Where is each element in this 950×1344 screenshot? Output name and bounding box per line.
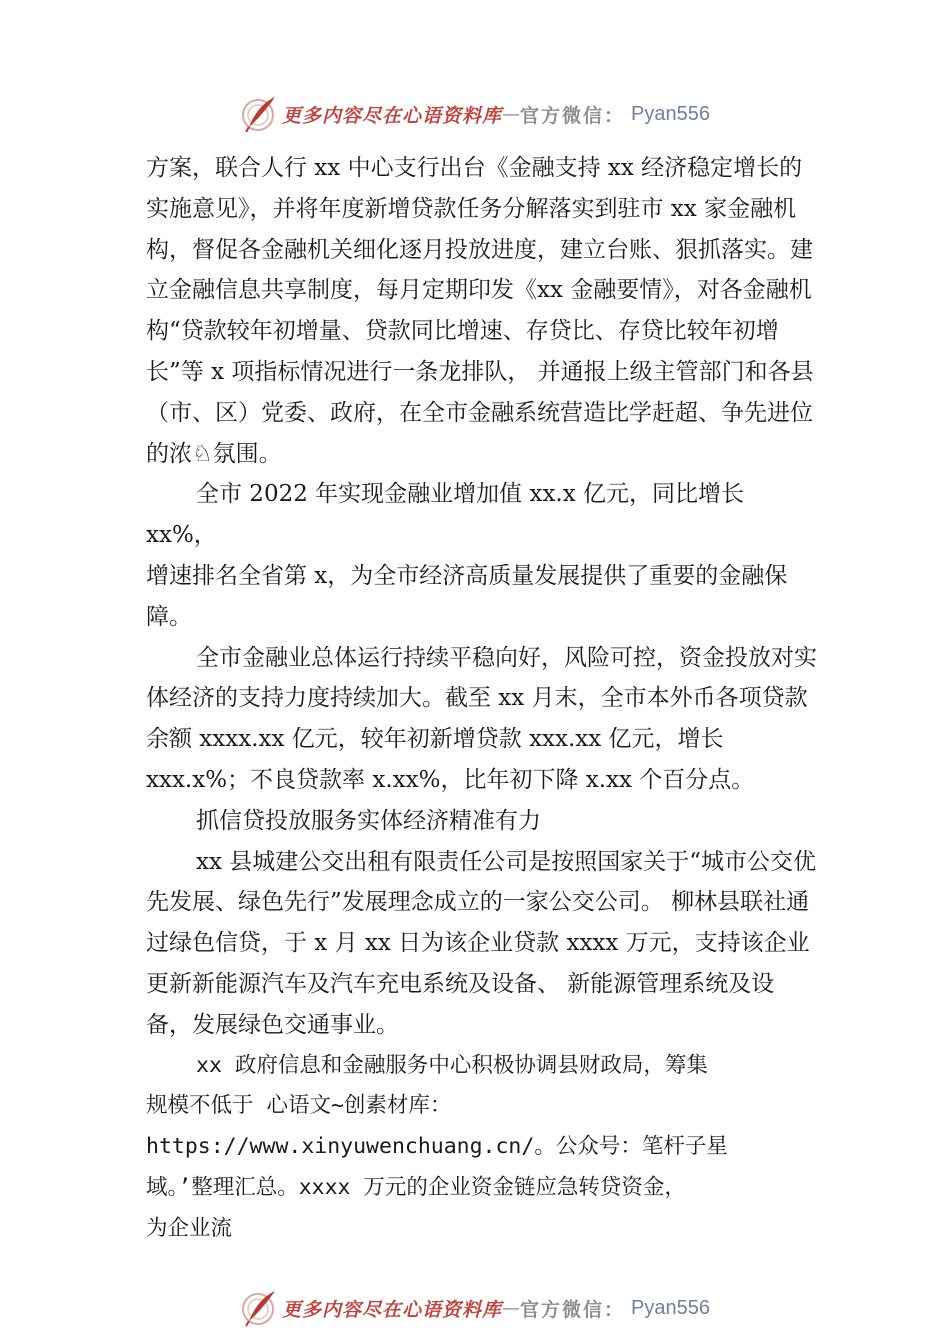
footer-library-text: 更多内容尽在心语资料库 xyxy=(282,1298,503,1321)
paragraph-1: 方案，联合人行 xx 中心支行出台《金融支持 xx 经济稳定增长的实施意见》，并将年度新增贷款任务分解落实到驻市 xx 家金融机构，督促各金融机关细化逐月投放进度，建立台账、狠抓落实。建立金融信息共享制度，每月定期印发《xx 金融要情》，对各金融机构“贷款较年初增量、贷款同比增速、存贷比、存贷比较年初增长”等 x 项指标情况进行一条龙排队， 并通报上级主管部门和各县（市、区）党委、政府，在全市金融系统营造比学赶超、争先进位的浓♘氛围。 xyxy=(146,155,814,467)
section-heading: 抓信贷投放服务实体经济精准有力 xyxy=(196,807,541,834)
paragraph-2-line-1: 全市 2022 年实现金融业增加值 xx.x 亿元，同比增长 xx%， xyxy=(146,481,745,549)
footer-wechat-id: Pyan556 xyxy=(631,1296,710,1319)
footer-wechat-label: 官方微信： xyxy=(520,1298,626,1321)
paragraph-3: 全市金融业总体运行持续平稳向好，风险可控，资金投放对实体经济的支持力度持续加大。截至 xx 月末，全市本外币各项贷款余额 xxxx.xx 亿元，较年初新增贷款 xxx.xx 亿元，增长 xxx.x%；不良贷款率 x.xx%，比年初下降 x.xx 个百分点。 xyxy=(146,644,817,793)
paragraph-5-line-4: 域。’整理汇总。xxxx 万元的企业资金链应急转贷资金， xyxy=(146,1174,686,1200)
header-wechat-id: Pyan556 xyxy=(631,102,710,125)
footer-separator: — xyxy=(502,1297,521,1319)
header-library-text: 更多内容尽在心语资料库 xyxy=(282,104,503,127)
paragraph-4: xx 县城建公交出租有限责任公司是按照国家关于“城市公交优先发展、绿色先行”发展理念成立的一家公交公司。 柳林县联社通过绿色信贷，于 x 月 xx 日为该企业贷款 xxxx 万元，支持该企业更新新能源汽车及汽车充电系统及设备、 新能源管理系统及设备，发展绿色交通事业。 xyxy=(146,848,817,1038)
paragraph-5-line-2: 规模不低于 心语文~创素材库： xyxy=(146,1093,452,1119)
paragraph-5-line-1: xx 政府信息和金融服务中心积极协调县财政局，筹集 xyxy=(196,1052,708,1078)
header-separator: — xyxy=(502,103,521,125)
paragraph-5-line-5: 为企业流 xyxy=(146,1215,233,1241)
header-wechat-label: 官方微信： xyxy=(520,104,626,127)
quill-logo-icon xyxy=(240,94,280,134)
footer-banner xyxy=(0,1286,950,1330)
header-banner xyxy=(0,92,950,136)
paragraph-2-line-2: 增速排名全省第 x，为全市经济高质量发展提供了重要的金融保障。 xyxy=(146,562,788,630)
quill-logo-icon xyxy=(240,1288,280,1328)
paragraph-5-line-3: https://www.xinyuwenchuang.cn/。公众号：笔杆子星 xyxy=(146,1134,728,1160)
document-body xyxy=(146,148,818,1250)
